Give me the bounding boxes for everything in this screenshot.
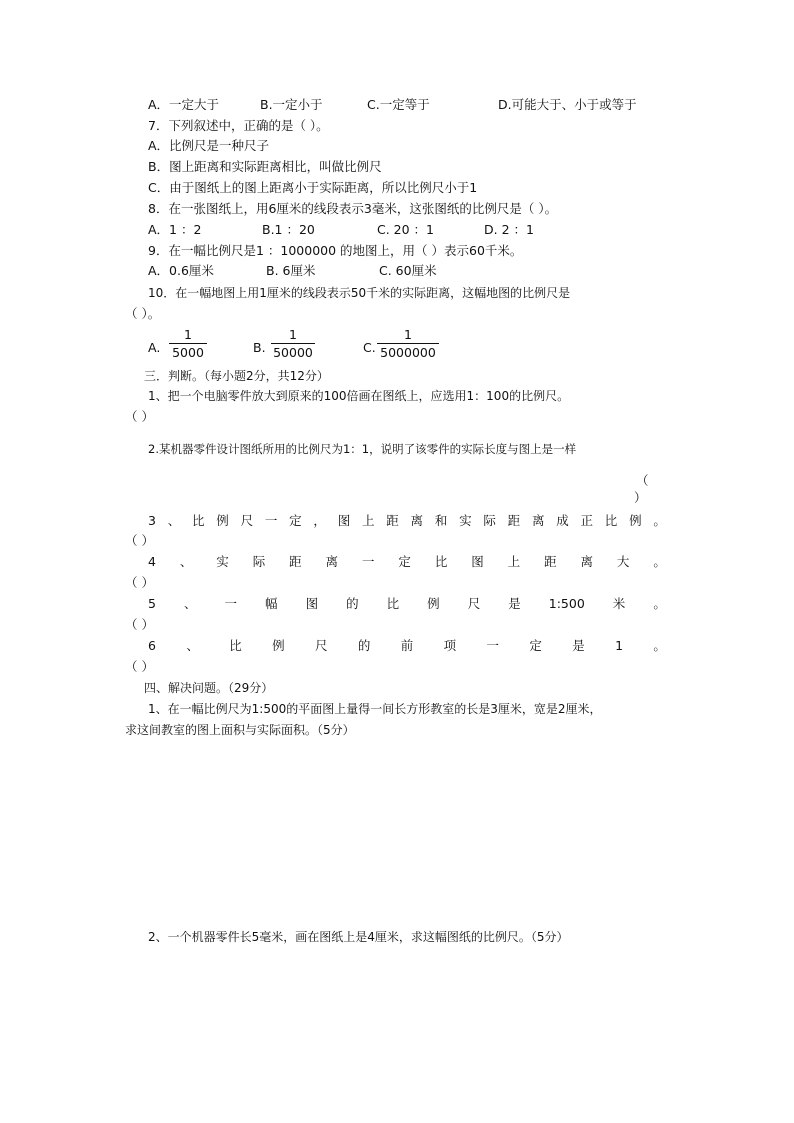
q9-stem: 9．在一幅比例尺是1 ：1000000 的地图上，用（ ）表示60千米。 [148, 243, 523, 258]
judge-1-answer: （ ） [125, 409, 154, 424]
q10-option-a-denominator: 5000 [172, 345, 204, 360]
statement-token: 。 [653, 554, 666, 569]
q8-option-d: D. 2 ：1 [484, 222, 534, 237]
statement-token: 项 [443, 638, 457, 653]
q10-option-a-label: A. [148, 340, 161, 355]
judge-3-answer: （ ） [125, 533, 154, 548]
statement-token: 尺 [467, 596, 481, 611]
statement-token: 一 [264, 513, 278, 528]
statement-token: 比 [229, 638, 242, 653]
statement-token: 例 [629, 513, 642, 528]
statement-token: 例 [272, 638, 285, 653]
statement-token: 。 [653, 596, 666, 611]
statement-token: 5 [148, 596, 156, 611]
statement-token: 、 [183, 596, 197, 611]
judge-3-text [148, 513, 666, 529]
statement-token: 1 [615, 638, 624, 653]
q10-option-c-fraction [377, 327, 439, 360]
q6-option-a: A．一定大于 [148, 97, 220, 112]
judge-1-text: 1、把一个电脑零件放大到原来的100倍画在图纸上，应选用1：100的比例尺。 [148, 389, 570, 403]
q7-option-b: B．图上距离和实际距离相比，叫做比例尺 [148, 159, 382, 174]
q10-option-b-denominator: 50000 [273, 345, 313, 360]
statement-token: 6 [148, 638, 156, 653]
judge-4-answer: （ ） [125, 575, 154, 590]
q9-option-a: A．0.6厘米 [148, 263, 214, 278]
fraction-bar [169, 343, 207, 344]
q8-option-c: C. 20 ：1 [377, 222, 435, 237]
statement-token: 定 [289, 513, 302, 528]
statement-token: 离 [531, 513, 545, 528]
statement-token: 幅 [265, 596, 278, 611]
statement-token: 正 [580, 513, 594, 528]
q6-option-b: B.一定小于 [260, 97, 323, 112]
statement-token: 、 [179, 554, 193, 569]
q6-option-d: D.可能大于、小于或等于 [498, 97, 637, 112]
statement-token: 3 [148, 513, 156, 528]
judge-2-answer-open: （ [636, 473, 649, 488]
q10-option-a-numerator: 1 [184, 327, 192, 342]
statement-token: 的 [357, 638, 371, 653]
statement-token: 。 [653, 513, 666, 528]
fraction-bar [377, 343, 439, 344]
statement-token: 上 [361, 513, 375, 528]
section-4-title: 四、解决问题。（29分） [144, 681, 274, 695]
q8-option-a: A．1 ：2 [148, 222, 202, 237]
statement-token: 一 [224, 596, 238, 611]
section-3-title: 三．判断。（每小题2分，共12分） [144, 369, 329, 383]
statement-token: 图 [305, 596, 319, 611]
statement-token: 是 [508, 596, 521, 611]
statement-token: 比 [604, 513, 618, 528]
q7-option-a: A．比例尺是一种尺子 [148, 138, 270, 153]
statement-token: 。 [653, 638, 666, 653]
judge-4-text [148, 554, 666, 570]
judge-5-text [148, 596, 666, 612]
statement-token: 实 [459, 513, 472, 528]
statement-token: 距 [544, 554, 557, 569]
statement-token: 、 [186, 638, 199, 653]
statement-token: 离 [410, 513, 424, 528]
statement-token: 定 [398, 554, 411, 569]
statement-token: ， [313, 513, 326, 528]
statement-token: 前 [400, 638, 414, 653]
q10-option-b-label: B. [253, 340, 266, 355]
statement-token: 实 [216, 554, 229, 569]
statement-token: 的 [346, 596, 359, 611]
statement-token: 一 [486, 638, 499, 653]
problem-1-line-2: 求这间教室的图上面积与实际面积。（5分） [125, 723, 355, 737]
statement-token: 例 [216, 513, 229, 528]
statement-token: 图 [471, 554, 484, 569]
problem-1-line-1: 1、在一幅比例尺为1:500的平面图上量得一间长方形教室的长是3厘米，宽是2厘米， [148, 702, 602, 716]
statement-token: 、 [167, 513, 181, 528]
fraction-bar [271, 343, 315, 344]
statement-token: 上 [507, 554, 521, 569]
q7-option-c: C．由于图纸上的图上距离小于实际距离，所以比例尺小于1 [148, 180, 478, 195]
q8-option-b: B.1 ：20 [262, 222, 315, 237]
statement-token: 一 [361, 554, 375, 569]
q9-option-c: C. 60厘米 [379, 263, 437, 278]
judge-6-answer: （ ） [125, 659, 154, 674]
statement-token: 定 [529, 638, 542, 653]
statement-token: 际 [252, 554, 266, 569]
problem-2-text: 2、一个机器零件长5毫米，画在图纸上是4厘米，求这幅图纸的比例尺。（5分） [148, 930, 569, 944]
statement-token: 和 [434, 513, 448, 528]
statement-token: 际 [483, 513, 496, 528]
statement-token: 距 [289, 554, 302, 569]
statement-token: 尺 [240, 513, 254, 528]
q10-stem: 10．在一幅地图上用1厘米的线段表示50千米的实际距离，这幅地图的比例尺是 [148, 286, 571, 300]
statement-token: 离 [580, 554, 594, 569]
statement-token: 尺 [314, 638, 328, 653]
judge-6-text [148, 638, 666, 654]
q9-option-b: B. 6厘米 [266, 263, 316, 278]
statement-token: 米 [612, 596, 626, 611]
statement-token: 图 [337, 513, 351, 528]
statement-token: 1:500 [548, 596, 585, 611]
statement-token: 距 [507, 513, 521, 528]
statement-token: 成 [556, 513, 569, 528]
q10-option-a-fraction [169, 327, 207, 360]
statement-token: 4 [148, 554, 156, 569]
q8-stem: 8．在一张图纸上，用6厘米的线段表示3毫米，这张图纸的比例尺是（ ）。 [148, 201, 558, 216]
statement-token: 例 [427, 596, 440, 611]
statement-token: 是 [572, 638, 585, 653]
q10-option-c-label: C. [363, 340, 376, 355]
q10-option-c-denominator: 5000000 [380, 345, 436, 360]
statement-token: 比 [386, 596, 400, 611]
statement-token: 大 [616, 554, 630, 569]
judge-2-answer-close: ） [634, 490, 647, 505]
q7-stem: 7．下列叙述中，正确的是（ ）。 [148, 118, 329, 133]
q10-stem-paren: （ ）。 [125, 306, 161, 321]
statement-token: 比 [434, 554, 448, 569]
q6-option-c: C.一定等于 [367, 97, 430, 112]
statement-token: 距 [386, 513, 399, 528]
q10-option-b-numerator: 1 [289, 327, 297, 342]
judge-5-answer: （ ） [125, 617, 154, 632]
statement-token: 离 [325, 554, 339, 569]
judge-2-text: 2.某机器零件设计图纸所用的比例尺为1：1，说明了该零件的实际长度与图上是一样 [148, 442, 577, 456]
statement-token: 比 [192, 513, 205, 528]
q10-option-b-fraction [271, 327, 315, 360]
q10-option-c-numerator: 1 [404, 327, 412, 342]
